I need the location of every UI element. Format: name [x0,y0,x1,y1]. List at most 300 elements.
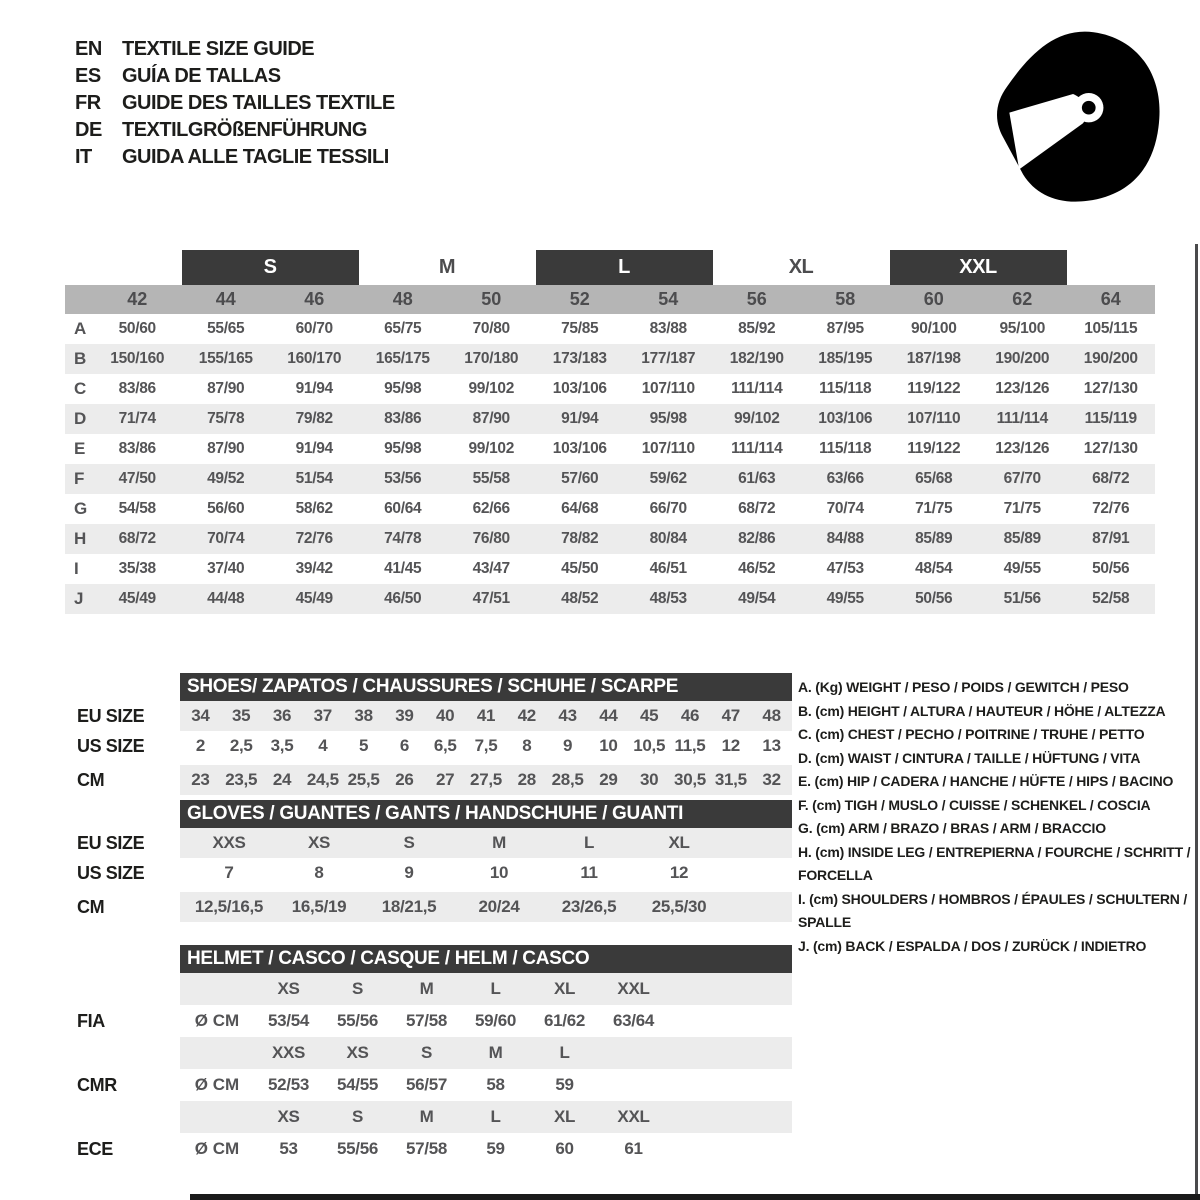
measurement-value: 75/78 [207,410,245,427]
row-label: H [74,529,87,548]
measurement-value: 83/86 [384,410,422,427]
textile-size-table [65,250,1155,614]
size-value: 24 [272,770,292,789]
measurement-value: 111/114 [731,440,783,457]
measurement-row-i [65,554,1155,584]
measurement-value: 103/106 [552,380,607,397]
measurement-value: 82/86 [738,530,776,547]
language-list [75,36,395,171]
helmet-size-value: 60 [555,1139,574,1158]
row-label: US SIZE [77,862,145,883]
numeric-size-58: 58 [835,289,856,309]
measurement-value: 49/54 [738,590,776,607]
gloves-rows [65,828,792,922]
helmet-size-label: L [490,1107,501,1126]
measurement-value: 60/70 [295,320,333,337]
standard-label: CMR [77,1074,117,1095]
helmet-size-value: 57/58 [405,1139,448,1158]
helmet-value-row-ece [65,1133,792,1165]
measurement-value: 85/92 [738,320,776,337]
size-value: 8 [522,736,532,755]
size-value: 2 [195,736,205,755]
size-value: 35 [232,706,251,725]
helmet-size-label: XS [277,979,300,998]
helmet-size-value: 52/53 [267,1075,310,1094]
measurement-value: 54/58 [118,500,156,517]
size-value: 5 [359,736,369,755]
size-value: 44 [599,706,618,725]
size-row-eu-size [65,701,792,731]
measurement-value: 185/195 [818,350,873,367]
helmet-size-label: XXS [271,1043,306,1062]
row-label-spacer [65,1037,180,1069]
legend-entry: I. (cm) SHOULDERS / HOMBROS / ÉPAULES / SCHULTERN / SPALLE [798,890,1188,930]
language-title: TEXTILE SIZE GUIDE [122,38,315,60]
measurement-value: 35/38 [118,560,156,577]
language-code: DE [75,119,102,141]
measurement-value: 55/58 [472,470,510,487]
standard-label: ECE [77,1138,113,1159]
measurement-value: 46/50 [384,590,422,607]
language-title: TEXTILGRÖßENFÜHRUNG [122,119,367,141]
helmet-value-row-fia [65,1005,792,1037]
row-label: J [74,589,84,608]
size-value: 6 [399,736,409,755]
size-value: 40 [436,706,455,725]
numeric-size-56: 56 [746,289,767,309]
measurement-value: 173/183 [552,350,607,367]
size-value: 13 [762,736,781,755]
measurement-value: 107/110 [641,440,695,457]
measurement-value: 53/56 [384,470,422,487]
numeric-size-50: 50 [481,289,502,309]
measurement-value: 123/126 [995,440,1050,457]
size-value: 9 [404,863,414,882]
row-label: I [74,559,79,578]
size-value: 48 [762,706,781,725]
measurement-value: 62/66 [472,500,510,517]
size-values [180,858,792,888]
measurement-row-b [65,344,1155,374]
measurement-value: 71/75 [915,500,953,517]
helmet-size-value: 58 [486,1075,505,1094]
size-row-eu-size [65,828,792,858]
measurement-value: 91/94 [561,410,599,427]
measurement-value: 84/88 [826,530,864,547]
helmet-size-value: 57/58 [405,1011,448,1030]
measurement-value: 91/94 [295,380,333,397]
size-group-l: L [536,250,713,285]
measurement-value: 99/102 [468,440,515,457]
row-label: A [74,319,87,338]
size-value: 11,5 [674,736,706,755]
legend-entry: J. (cm) BACK / ESPALDA / DOS / ZURÜCK / INDIETRO [798,937,1147,954]
measurement-value: 67/70 [1003,470,1041,487]
size-value: M [492,833,506,852]
measurement-value: 107/110 [907,410,961,427]
measurement-value: 127/130 [1083,380,1138,397]
measurement-value: 160/170 [287,350,342,367]
measurement-value: 165/175 [375,350,430,367]
helmet-size-label: XS [346,1043,369,1062]
scan-edge-bar-bottom [190,1194,1200,1200]
size-value: 31,5 [714,770,747,789]
numeric-size-64: 64 [1100,289,1121,309]
measurement-value: 170/180 [464,350,519,367]
measurement-value: 190/200 [1083,350,1138,367]
measurement-value: 103/106 [818,410,873,427]
gloves-size-table [65,800,792,922]
measurement-rows [65,314,1155,614]
helmet-size-header-row-ece [65,1101,792,1133]
size-value: 23,5 [225,770,258,789]
helmet-size-value: 54/55 [336,1075,379,1094]
measurement-value: 39/42 [295,560,333,577]
size-value: 12 [669,863,689,882]
size-group-xl: XL [788,256,814,278]
language-title: GUIDA ALLE TAGLIE TESSILI [122,146,389,168]
size-value: 23/26,5 [561,897,617,916]
numeric-size-42: 42 [127,289,148,309]
measurement-value: 50/56 [915,590,953,607]
measurement-value: 78/82 [561,530,599,547]
measurement-value: 85/89 [915,530,953,547]
measurement-value: 66/70 [649,500,687,517]
row-label: B [74,349,87,368]
measurement-value: 57/60 [561,470,599,487]
legend-entry: C. (cm) CHEST / PECHO / POITRINE / TRUHE / PETTO [798,726,1145,742]
measurement-value: 95/98 [384,380,422,397]
measurement-value: 41/45 [384,560,422,577]
measurement-value: 90/100 [910,320,957,337]
helmet-size-value: 61 [624,1139,643,1158]
helmet-size-header-row-cmr [65,1037,792,1069]
measurement-value: 87/90 [472,410,510,427]
measurement-value: 37/40 [207,560,245,577]
size-value: 9 [563,736,573,755]
unit-spacer [180,973,254,1005]
size-value: 45 [640,706,659,725]
measurement-value: 65/75 [384,320,422,337]
helmet-value-row-cmr [65,1069,792,1101]
helmet-size-header-row-fia [65,973,792,1005]
size-group-m: M [438,256,456,278]
legend-entry: A. (Kg) WEIGHT / PESO / POIDS / GEWITCH / PESO [798,679,1129,695]
measurement-value: 74/78 [384,530,422,547]
language-row [75,90,395,117]
measurement-value: 49/55 [826,590,864,607]
helmet-size-label: XL [553,979,576,998]
measurement-value: 63/66 [826,470,864,487]
language-code: EN [75,38,102,60]
measurement-value: 45/50 [561,560,599,577]
measurement-value: 150/160 [110,350,165,367]
size-value: 23 [191,770,210,789]
row-label: US SIZE [77,735,145,756]
legend-entry: B. (cm) HEIGHT / ALTURA / HAUTEUR / HÖHE / ALTEZZA [798,702,1166,719]
size-values [180,765,792,795]
size-value: 12,5/16,5 [194,897,264,916]
size-value: 11 [580,863,598,882]
helmet-size-value: 53/54 [267,1011,310,1030]
measurement-value: 182/190 [729,350,784,367]
size-value: 27,5 [470,770,502,789]
size-value: XS [307,833,331,852]
measurement-row-f [65,464,1155,494]
size-row-us-size [65,731,792,761]
measurement-value: 177/187 [641,350,696,367]
size-value: 37 [313,706,332,725]
size-value: 8 [314,863,324,882]
helmet-size-label: M [488,1043,503,1062]
size-value: 38 [354,706,373,725]
measurement-value: 71/74 [118,410,156,427]
measurement-value: 115/119 [1084,410,1137,427]
measurement-value: 46/52 [738,560,776,577]
helmet-size-value: 55/56 [336,1011,379,1030]
helmet-size-label: L [559,1043,570,1062]
size-value: S [403,833,415,852]
diameter-unit-label: Ø CM [194,1139,240,1158]
diameter-unit-label: Ø CM [194,1011,240,1030]
measurement-value: 55/65 [207,320,245,337]
size-value: 26 [395,770,414,789]
shoes-section-title: SHOES/ ZAPATOS / CHAUSSURES / SCHUHE / SCARPE [180,673,792,701]
size-row-cm [65,892,792,922]
helmet-sizes [180,1101,792,1133]
helmet-size-label: S [351,1107,364,1126]
language-code: IT [75,146,92,168]
helmet-size-label: XXL [617,979,650,998]
measurement-row-j [65,584,1155,614]
size-value: 25,5/30 [651,897,707,916]
measurement-row-c [65,374,1155,404]
measurement-value: 103/106 [552,440,607,457]
helmet-size-label: L [490,979,501,998]
size-value: 47 [721,706,740,725]
helmet-sizes [180,973,792,1005]
measurement-value: 85/89 [1003,530,1041,547]
helmet-size-value: 59 [555,1075,574,1094]
measurement-value: 47/50 [118,470,156,487]
measurement-value: 76/80 [472,530,510,547]
numeric-header-spacer [65,285,93,314]
helmet-size-label: M [419,1107,434,1126]
measurement-value: 61/63 [738,470,776,487]
helmet-size-label: XXL [617,1107,650,1126]
measurement-value: 83/86 [118,380,156,397]
size-value: 7,5 [474,736,498,755]
shoes-size-table [65,673,792,795]
size-value: 32 [762,770,781,789]
measurement-value: 51/56 [1003,590,1041,607]
measurement-value: 65/68 [915,470,953,487]
numeric-size-52: 52 [569,289,590,309]
size-value: 30 [640,770,659,789]
numeric-size-44: 44 [215,289,236,309]
measurement-value: 105/115 [1084,320,1138,337]
size-value: 39 [395,706,414,725]
helmet-values [180,1005,792,1037]
gloves-section-title: GLOVES / GUANTES / GANTS / HANDSCHUHE / GUANTI [180,800,792,828]
measurement-value: 99/102 [468,380,515,397]
measurement-value: 107/110 [641,380,695,397]
size-value: L [583,833,595,852]
measurement-value: 91/94 [295,440,333,457]
helmet-values [180,1069,792,1101]
numeric-size-60: 60 [923,289,944,309]
row-label-spacer [65,973,180,1005]
measurement-value: 95/100 [999,320,1046,337]
helmet-size-table [65,945,792,1165]
measurement-value: 45/49 [118,590,156,607]
measurement-value: 127/130 [1083,440,1138,457]
measurement-value: 48/52 [561,590,599,607]
measurement-value: 70/74 [207,530,245,547]
helmet-size-label: M [419,979,434,998]
measurement-value: 95/98 [384,440,422,457]
measurement-row-d [65,404,1155,434]
measurement-value: 56/60 [207,500,245,517]
measurement-value: 119/122 [907,440,961,457]
numeric-size-header-row [65,285,1155,314]
measurement-value: 187/198 [906,350,961,367]
legend-entry: G. (cm) ARM / BRAZO / BRAS / ARM / BRACCIO [798,820,1106,836]
size-value: 16,5/19 [291,897,347,916]
measurement-value: 111/114 [996,410,1048,427]
measurement-value: 49/52 [207,470,245,487]
measurement-value: 83/86 [118,440,156,457]
measurement-legend [798,676,1200,958]
row-label: CM [77,896,105,917]
row-label: EU SIZE [77,832,145,853]
measurement-value: 115/118 [819,440,872,457]
measurement-value: 79/82 [295,410,333,427]
size-value: 34 [191,706,210,725]
size-value: 24,5 [306,770,339,789]
measurement-value: 123/126 [995,380,1050,397]
size-value: XXS [212,833,246,852]
size-values [180,731,792,761]
measurement-value: 64/68 [561,500,599,517]
measurement-value: 51/54 [295,470,333,487]
measurement-value: 49/55 [1003,560,1041,577]
measurement-value: 68/72 [118,530,156,547]
measurement-value: 68/72 [1092,470,1130,487]
size-value: 20/24 [478,897,520,916]
measurement-value: 111/114 [731,380,783,397]
measurement-value: 58/62 [295,500,333,517]
size-values [180,892,792,922]
measurement-value: 99/102 [733,410,780,427]
measurement-value: 87/95 [826,320,864,337]
measurement-value: 95/98 [649,410,687,427]
helmet-size-value: 53 [279,1139,298,1158]
measurement-value: 70/80 [472,320,510,337]
helmet-size-value: 61/62 [543,1011,586,1030]
measurement-value: 46/51 [649,560,687,577]
helmet-size-value: 55/56 [336,1139,379,1158]
size-value: 29 [599,770,618,789]
size-group-xxl: XXL [890,250,1067,285]
helmet-rows [65,973,792,1165]
measurement-value: 155/165 [198,350,253,367]
size-values [180,701,792,731]
helmet-size-label: S [351,979,364,998]
measurement-value: 50/60 [118,320,156,337]
row-label: D [74,409,87,428]
measurement-value: 190/200 [995,350,1050,367]
size-value: 10 [489,863,509,882]
language-row [75,117,395,144]
measurement-value: 87/91 [1092,530,1130,547]
racing-helmet-icon [978,26,1174,208]
size-value: 10 [599,736,618,755]
row-label: F [74,469,85,488]
measurement-value: 50/56 [1092,560,1130,577]
helmet-size-label: XS [277,1107,300,1126]
helmet-size-label: S [420,1043,433,1062]
measurement-row-e [65,434,1155,464]
measurement-value: 87/90 [207,440,245,457]
measurement-value: 75/85 [561,320,599,337]
row-label: G [74,499,88,518]
size-group-header-row [65,250,1155,285]
row-label: EU SIZE [77,705,145,726]
measurement-value: 115/118 [819,380,872,397]
measurement-value: 60/64 [384,500,422,517]
measurement-value: 48/53 [649,590,687,607]
size-value: 27 [436,770,455,789]
measurement-value: 72/76 [1092,500,1130,517]
measurement-value: 119/122 [907,380,961,397]
measurement-value: 47/53 [826,560,864,577]
measurement-row-a [65,314,1155,344]
size-value: 41 [476,706,496,725]
measurement-value: 71/75 [1003,500,1041,517]
racing-helmet-graphic [978,26,1174,208]
helmet-sizes [180,1037,792,1069]
helmet-section-title: HELMET / CASCO / CASQUE / HELM / CASCO [180,945,792,973]
measurement-value: 52/58 [1092,590,1130,607]
legend-entry: H. (cm) INSIDE LEG / ENTREPIERNA / FOURCHE / SCHRITT / FORCELLA [798,843,1191,883]
helmet-values [180,1133,792,1165]
language-title: GUÍA DE TALLAS [122,65,281,87]
row-label: E [74,439,86,458]
size-value: 46 [680,706,700,725]
size-values [180,828,792,858]
diameter-unit-label: Ø CM [194,1075,240,1094]
language-title: GUIDE DES TAILLES TEXTILE [122,92,395,114]
measurement-value: 47/51 [472,590,510,607]
measurement-value: 80/84 [649,530,687,547]
size-value: XL [668,833,690,852]
size-row-cm [65,765,792,795]
measurement-value: 43/47 [472,560,510,577]
scan-edge-line-right [1195,244,1198,1200]
size-value: 42 [517,706,536,725]
measurement-value: 83/88 [649,320,687,337]
row-label: CM [77,769,105,790]
helmet-size-value: 59/60 [474,1011,517,1030]
measurement-value: 87/90 [207,380,245,397]
measurement-value: 44/48 [207,590,245,607]
numeric-size-54: 54 [658,289,679,309]
language-code: ES [75,65,101,87]
size-value: 4 [318,736,328,755]
helmet-size-value: 63/64 [612,1011,655,1030]
language-code: FR [75,92,101,114]
